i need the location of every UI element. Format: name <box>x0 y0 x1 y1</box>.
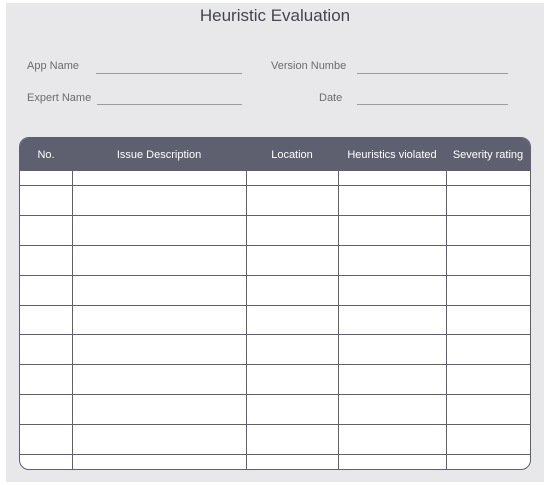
cell-location[interactable] <box>246 216 338 246</box>
cell-issue-description[interactable] <box>72 335 246 365</box>
cell-location[interactable] <box>246 454 338 469</box>
cell-location[interactable] <box>246 394 338 424</box>
cell-issue-description[interactable] <box>72 245 246 275</box>
column-header-location: Location <box>271 148 313 161</box>
cell-location[interactable] <box>246 245 338 275</box>
cell-location[interactable] <box>246 171 338 186</box>
cell-heuristics-violated[interactable] <box>338 216 446 246</box>
evaluation-form <box>6 3 544 482</box>
table-row <box>20 186 530 216</box>
cell-issue-description[interactable] <box>72 186 246 216</box>
cell-issue-description[interactable] <box>72 424 246 454</box>
table-row <box>20 275 530 305</box>
cell-heuristics-violated[interactable] <box>338 454 446 469</box>
cell-no[interactable] <box>20 335 72 365</box>
cell-no[interactable] <box>20 275 72 305</box>
cell-severity-rating[interactable] <box>446 216 530 246</box>
evaluation-table <box>19 137 531 470</box>
cell-location[interactable] <box>246 186 338 216</box>
cell-severity-rating[interactable] <box>446 305 530 335</box>
cell-no[interactable] <box>20 305 72 335</box>
expert-name-label: Expert Name <box>27 92 92 104</box>
cell-heuristics-violated[interactable] <box>338 305 446 335</box>
cell-issue-description[interactable] <box>72 305 246 335</box>
cell-severity-rating[interactable] <box>446 186 530 216</box>
table-body <box>20 171 530 469</box>
cell-severity-rating[interactable] <box>446 245 530 275</box>
cell-severity-rating[interactable] <box>446 454 530 469</box>
cell-no[interactable] <box>20 454 72 469</box>
cell-heuristics-violated[interactable] <box>338 365 446 395</box>
cell-location[interactable] <box>246 365 338 395</box>
cell-location[interactable] <box>246 275 338 305</box>
cell-issue-description[interactable] <box>72 171 246 186</box>
cell-no[interactable] <box>20 394 72 424</box>
cell-issue-description[interactable] <box>72 454 246 469</box>
date-field[interactable] <box>357 104 508 105</box>
cell-severity-rating[interactable] <box>446 171 530 186</box>
cell-no[interactable] <box>20 186 72 216</box>
table-row <box>20 394 530 424</box>
cell-no[interactable] <box>20 245 72 275</box>
cell-location[interactable] <box>246 335 338 365</box>
cell-heuristics-violated[interactable] <box>338 394 446 424</box>
cell-location[interactable] <box>246 305 338 335</box>
cell-severity-rating[interactable] <box>446 365 530 395</box>
cell-heuristics-violated[interactable] <box>338 424 446 454</box>
table-row <box>20 424 530 454</box>
cell-heuristics-violated[interactable] <box>338 245 446 275</box>
column-header-issue-description: Issue Description <box>116 148 202 161</box>
cell-no[interactable] <box>20 216 72 246</box>
version-number-field[interactable] <box>357 73 508 74</box>
expert-name-field[interactable] <box>97 104 242 105</box>
date-label: Date <box>319 92 343 104</box>
cell-severity-rating[interactable] <box>446 424 530 454</box>
cell-no[interactable] <box>20 424 72 454</box>
column-header-severity-rating: Severity rating <box>452 148 524 161</box>
table-header-row <box>20 138 530 171</box>
column-header-no: No. <box>37 148 55 161</box>
version-number-label: Version Numbe <box>271 60 347 72</box>
cell-issue-description[interactable] <box>72 365 246 395</box>
cell-heuristics-violated[interactable] <box>338 186 446 216</box>
cell-location[interactable] <box>246 424 338 454</box>
cell-issue-description[interactable] <box>72 394 246 424</box>
app-name-label: App Name <box>27 60 79 72</box>
table-row <box>20 171 530 186</box>
column-header-heuristics-violated: Heuristics violated <box>347 148 437 161</box>
form-title: Heuristic Evaluation <box>199 6 351 25</box>
cell-heuristics-violated[interactable] <box>338 275 446 305</box>
cell-severity-rating[interactable] <box>446 275 530 305</box>
cell-heuristics-violated[interactable] <box>338 171 446 186</box>
table-row <box>20 365 530 395</box>
cell-no[interactable] <box>20 365 72 395</box>
cell-issue-description[interactable] <box>72 275 246 305</box>
cell-heuristics-violated[interactable] <box>338 335 446 365</box>
app-name-field[interactable] <box>96 73 242 74</box>
cell-issue-description[interactable] <box>72 216 246 246</box>
table-row <box>20 245 530 275</box>
table-row <box>20 216 530 246</box>
cell-severity-rating[interactable] <box>446 335 530 365</box>
table-row <box>20 454 530 469</box>
cell-severity-rating[interactable] <box>446 394 530 424</box>
cell-no[interactable] <box>20 171 72 186</box>
table-row <box>20 305 530 335</box>
table-row <box>20 335 530 365</box>
